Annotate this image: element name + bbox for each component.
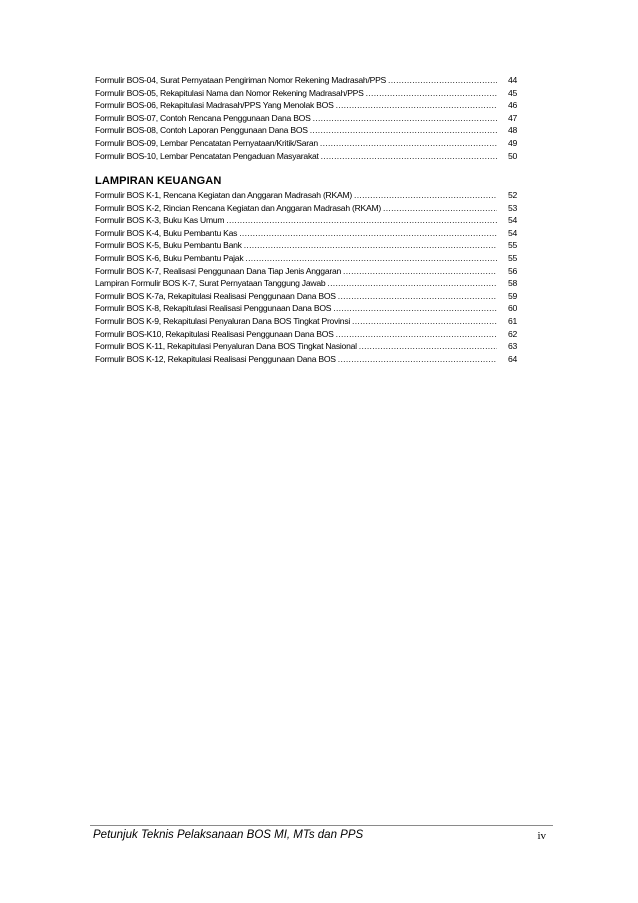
toc-dot-leader <box>226 214 497 227</box>
toc-entry-title: Formulir BOS K-3, Buku Kas Umum <box>95 215 225 226</box>
toc-entry-title: Formulir BOS-06, Rekapitulasi Madrasah/PPS Yang Menolak BOS <box>95 100 334 111</box>
toc-entry-page: 46 <box>507 100 517 111</box>
toc-dot-leader <box>244 239 497 252</box>
toc-entry[interactable] <box>95 239 517 252</box>
toc-entry[interactable] <box>95 87 517 100</box>
toc-dot-leader <box>343 265 497 278</box>
toc-entry-title: Formulir BOS-08, Contoh Laporan Penggunaan Dana BOS <box>95 125 308 136</box>
toc-dot-leader <box>336 328 497 341</box>
toc-entry[interactable] <box>95 315 517 328</box>
toc-entry[interactable] <box>95 137 517 150</box>
toc-entry[interactable] <box>95 150 517 163</box>
toc-entry[interactable] <box>95 353 517 366</box>
toc-entry[interactable] <box>95 227 517 240</box>
toc-entry-page: 58 <box>507 278 517 289</box>
toc-entry[interactable] <box>95 112 517 125</box>
toc-entry-page: 52 <box>507 190 517 200</box>
toc-entry-page: 54 <box>507 227 517 238</box>
toc-entry-title: Formulir BOS K-11, Rekapitulasi Penyaluran Dana BOS Tingkat Nasional <box>95 341 357 352</box>
toc-dot-leader <box>338 290 497 303</box>
toc-entry-page: 54 <box>507 215 517 226</box>
toc-entry[interactable] <box>95 302 517 315</box>
toc-dot-leader <box>354 189 497 202</box>
toc-dot-leader <box>245 252 497 265</box>
toc-entry-title: Formulir BOS K-7, Realisasi Penggunaan Dana Tiap Jenis Anggaran <box>95 265 342 276</box>
toc-dot-leader <box>333 302 497 315</box>
footer-page-number: iv <box>537 830 546 842</box>
toc-dot-leader <box>352 315 497 328</box>
toc-dot-leader <box>366 87 497 100</box>
toc-entry-page: 50 <box>507 150 517 161</box>
toc-entry-page: 48 <box>507 125 517 136</box>
toc-dot-leader <box>383 202 497 215</box>
toc-entry-page: 47 <box>507 112 517 123</box>
toc-entry-title: Formulir BOS K-4, Buku Pembantu Kas <box>95 227 238 238</box>
toc-entry[interactable] <box>95 328 517 341</box>
toc-entry-title: Formulir BOS K-8, Rekapitulasi Realisasi Penggunaan Dana BOS <box>95 303 332 314</box>
toc-entry-title: Formulir BOS-05, Rekapitulasi Nama dan Nomor Rekening Madrasah/PPS <box>95 87 364 98</box>
toc-entry-page: 53 <box>507 202 517 213</box>
toc-dot-leader <box>359 340 497 353</box>
toc-entry-page: 64 <box>507 353 517 364</box>
toc-entry[interactable] <box>95 99 517 112</box>
toc-dot-leader <box>320 137 497 150</box>
toc-entry-title: Formulir BOS K-9, Rekapitulasi Penyaluran Dana BOS Tingkat Provinsi <box>95 315 351 326</box>
toc-entry-title: Formulir BOS-07, Contoh Rencana Penggunaan Dana BOS <box>95 112 311 123</box>
toc-entry-title: Formulir BOS K-12, Rekapitulasi Realisasi Penggunaan Dana BOS <box>95 353 336 364</box>
toc-entry[interactable] <box>95 124 517 137</box>
toc-entry-page: 62 <box>507 328 517 339</box>
section-heading: LAMPIRAN KEUANGAN <box>95 175 222 187</box>
toc-entry[interactable] <box>95 340 517 353</box>
toc-entry[interactable] <box>95 214 517 227</box>
toc-entry-page: 61 <box>507 315 517 326</box>
toc-entry-title: Formulir BOS-K10, Rekapitulasi Realisasi Penggunaan Dana BOS <box>95 328 334 339</box>
toc-entry-title: Formulir BOS-10, Lembar Pencatatan Pengaduan Masyarakat <box>95 150 319 161</box>
toc-entry-title: Formulir BOS K-5, Buku Pembantu Bank <box>95 240 242 251</box>
toc-entry-page: 45 <box>507 87 517 98</box>
toc-entry-title: Formulir BOS K-1, Rencana Kegiatan dan Anggaran Madrasah (RKAM) <box>95 190 352 200</box>
toc-list-lampiran-keuangan <box>95 189 517 365</box>
toc-entry-page: 44 <box>507 75 517 85</box>
toc-list-formulir <box>95 74 517 162</box>
toc-dot-leader <box>336 99 497 112</box>
toc-entry-title: Formulir BOS-04, Surat Pernyataan Pengiriman Nomor Rekening Madrasah/PPS <box>95 75 387 85</box>
toc-entry-title: Lampiran Formulir BOS K-7, Surat Pernyataan Tanggung Jawab <box>95 278 326 289</box>
toc-dot-leader <box>327 277 497 290</box>
toc-dot-leader <box>313 112 497 125</box>
toc-entry-page: 55 <box>507 240 517 251</box>
toc-entry-page: 59 <box>507 290 517 301</box>
toc-entry-title: Formulir BOS K-6, Buku Pembantu Pajak <box>95 252 244 263</box>
toc-entry[interactable] <box>95 290 517 303</box>
toc-dot-leader <box>310 124 497 137</box>
toc-entry-page: 49 <box>507 137 517 148</box>
toc-entry[interactable] <box>95 265 517 278</box>
footer-divider <box>90 825 553 826</box>
toc-entry-page: 55 <box>507 252 517 263</box>
toc-dot-leader <box>388 74 497 87</box>
toc-entry-page: 60 <box>507 303 517 314</box>
toc-entry-title: Formulir BOS K-7a, Rekapitulasi Realisasi Penggunaan Dana BOS <box>95 290 336 301</box>
toc-entry[interactable] <box>95 189 517 202</box>
toc-entry-page: 63 <box>507 341 517 352</box>
toc-entry-page: 56 <box>507 265 517 276</box>
toc-entry[interactable] <box>95 252 517 265</box>
toc-entry-title: Formulir BOS-09, Lembar Pencatatan Pernyataan/Kritik/Saran <box>95 137 318 148</box>
toc-dot-leader <box>321 150 497 163</box>
toc-entry[interactable] <box>95 74 517 87</box>
toc-dot-leader <box>338 353 497 366</box>
toc-entry[interactable] <box>95 202 517 215</box>
footer-document-title: Petunjuk Teknis Pelaksanaan BOS MI, MTs dan PPS <box>93 829 364 841</box>
toc-dot-leader <box>239 227 497 240</box>
toc-entry-title: Formulir BOS K-2, Rincian Rencana Kegiatan dan Anggaran Madrasah (RKAM) <box>95 202 382 213</box>
toc-entry[interactable] <box>95 277 517 290</box>
